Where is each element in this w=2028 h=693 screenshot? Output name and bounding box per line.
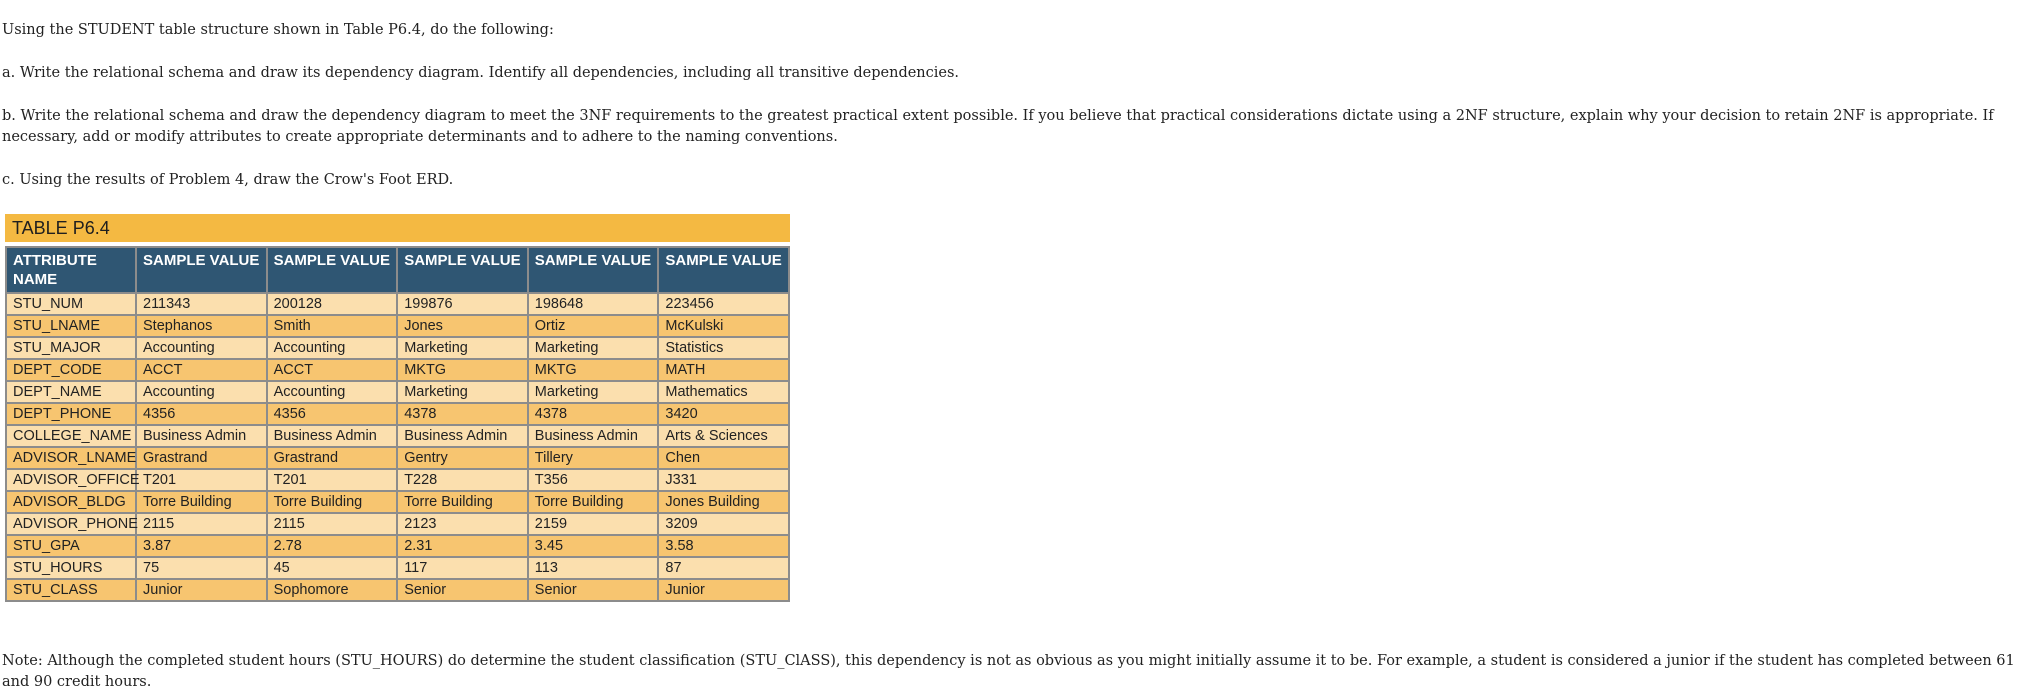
table-header-row	[6, 247, 789, 293]
header-sample-value: SAMPLE VALUE	[528, 247, 659, 293]
sample-value-cell: 45	[267, 557, 398, 579]
table-row	[6, 425, 789, 447]
sample-value-cell: Senior	[528, 579, 659, 601]
sample-value-cell: Accounting	[136, 337, 267, 359]
table-row	[6, 315, 789, 337]
sample-value-cell: 3209	[658, 513, 789, 535]
sample-value-cell: Accounting	[136, 381, 267, 403]
sample-value-cell: 2115	[136, 513, 267, 535]
sample-value-cell: Marketing	[528, 337, 659, 359]
sample-value-cell: MKTG	[397, 359, 528, 381]
table-body	[6, 293, 789, 601]
sample-value-cell: Business Admin	[528, 425, 659, 447]
sample-value-cell: 3.58	[658, 535, 789, 557]
sample-value-cell: Stephanos	[136, 315, 267, 337]
table-row	[6, 293, 789, 315]
sample-value-cell: 3.87	[136, 535, 267, 557]
sample-value-cell: 200128	[267, 293, 398, 315]
instructions-intro: Using the STUDENT table structure shown in Table P6.4, do the following:	[2, 22, 554, 38]
sample-value-cell: Ortiz	[528, 315, 659, 337]
sample-value-cell: Senior	[397, 579, 528, 601]
sample-value-cell: Jones	[397, 315, 528, 337]
table-row	[6, 337, 789, 359]
sample-value-cell: Accounting	[267, 337, 398, 359]
sample-value-cell: 198648	[528, 293, 659, 315]
sample-value-cell: Smith	[267, 315, 398, 337]
sample-value-cell: 3420	[658, 403, 789, 425]
attribute-name-cell: STU_CLASS	[6, 579, 136, 601]
sample-value-cell: Marketing	[528, 381, 659, 403]
sample-value-cell: Grastrand	[267, 447, 398, 469]
table-row	[6, 403, 789, 425]
sample-value-cell: 113	[528, 557, 659, 579]
table-row	[6, 381, 789, 403]
sample-value-cell: ACCT	[136, 359, 267, 381]
header-sample-value: SAMPLE VALUE	[267, 247, 398, 293]
sample-value-cell: Gentry	[397, 447, 528, 469]
sample-value-cell: 2123	[397, 513, 528, 535]
sample-value-cell: 2.31	[397, 535, 528, 557]
attribute-name-cell: COLLEGE_NAME	[6, 425, 136, 447]
sample-value-cell: 4356	[136, 403, 267, 425]
sample-value-cell: Torre Building	[528, 491, 659, 513]
instruction-c: c. Using the results of Problem 4, draw the Crow's Foot ERD.	[2, 172, 454, 188]
note-text: Note: Although the completed student hours (STU_HOURS) do determine the student classification (STU_ClASS), this dependency is not as obvious as you might initially assume it to be. For example, a student is considered a junior if the student has completed between 61 and 90 credit hours.	[2, 653, 2015, 690]
sample-value-cell: Mathematics	[658, 381, 789, 403]
sample-value-cell: Statistics	[658, 337, 789, 359]
sample-value-cell: Grastrand	[136, 447, 267, 469]
sample-value-cell: ACCT	[267, 359, 398, 381]
table-title: TABLE P6.4	[5, 214, 790, 242]
sample-value-cell: T228	[397, 469, 528, 491]
sample-value-cell: Marketing	[397, 381, 528, 403]
attribute-name-cell: STU_NUM	[6, 293, 136, 315]
attribute-name-cell: ADVISOR_PHONE	[6, 513, 136, 535]
table-row	[6, 513, 789, 535]
sample-value-cell: Business Admin	[397, 425, 528, 447]
sample-value-cell: MATH	[658, 359, 789, 381]
sample-value-cell: Accounting	[267, 381, 398, 403]
sample-value-cell: Sophomore	[267, 579, 398, 601]
table-row	[6, 535, 789, 557]
table-row	[6, 447, 789, 469]
header-attribute-name: ATTRIBUTE NAME	[6, 247, 136, 293]
sample-value-cell: 4378	[397, 403, 528, 425]
sample-value-cell: Torre Building	[267, 491, 398, 513]
attribute-name-cell: DEPT_CODE	[6, 359, 136, 381]
sample-value-cell: Business Admin	[267, 425, 398, 447]
sample-value-cell: T201	[136, 469, 267, 491]
sample-value-cell: 117	[397, 557, 528, 579]
sample-value-cell: 3.45	[528, 535, 659, 557]
sample-value-cell: 223456	[658, 293, 789, 315]
sample-value-cell: T201	[267, 469, 398, 491]
sample-value-cell: Torre Building	[397, 491, 528, 513]
attribute-name-cell: STU_LNAME	[6, 315, 136, 337]
sample-value-cell: Junior	[136, 579, 267, 601]
attribute-name-cell: STU_MAJOR	[6, 337, 136, 359]
sample-value-cell: Tillery	[528, 447, 659, 469]
sample-value-cell: 87	[658, 557, 789, 579]
table-row	[6, 359, 789, 381]
attribute-name-cell: DEPT_PHONE	[6, 403, 136, 425]
sample-value-cell: Chen	[658, 447, 789, 469]
sample-value-cell: Arts & Sciences	[658, 425, 789, 447]
sample-value-cell: T356	[528, 469, 659, 491]
instruction-b: b. Write the relational schema and draw the dependency diagram to meet the 3NF requirements to the greatest practical extent possible. If you believe that practical considerations dictate using a 2NF structure, explain why your decision to retain 2NF is appropriate. If necessary, add or modify attributes to create appropriate determinants and to adhere to the naming conventions.	[2, 108, 1994, 145]
attribute-name-cell: STU_GPA	[6, 535, 136, 557]
sample-value-cell: 2159	[528, 513, 659, 535]
attribute-name-cell: DEPT_NAME	[6, 381, 136, 403]
student-table-figure	[5, 214, 790, 602]
sample-value-cell: 4378	[528, 403, 659, 425]
header-sample-value: SAMPLE VALUE	[658, 247, 789, 293]
sample-value-cell: Junior	[658, 579, 789, 601]
table-row	[6, 491, 789, 513]
sample-value-cell: Marketing	[397, 337, 528, 359]
header-sample-value: SAMPLE VALUE	[397, 247, 528, 293]
table-row	[6, 469, 789, 491]
sample-value-cell: 4356	[267, 403, 398, 425]
table-row	[6, 579, 789, 601]
student-table	[5, 246, 790, 602]
sample-value-cell: 199876	[397, 293, 528, 315]
sample-value-cell: Torre Building	[136, 491, 267, 513]
attribute-name-cell: STU_HOURS	[6, 557, 136, 579]
sample-value-cell: Business Admin	[136, 425, 267, 447]
table-row	[6, 557, 789, 579]
sample-value-cell: 211343	[136, 293, 267, 315]
sample-value-cell: J331	[658, 469, 789, 491]
attribute-name-cell: ADVISOR_BLDG	[6, 491, 136, 513]
sample-value-cell: Jones Building	[658, 491, 789, 513]
sample-value-cell: 2115	[267, 513, 398, 535]
sample-value-cell: 2.78	[267, 535, 398, 557]
sample-value-cell: 75	[136, 557, 267, 579]
sample-value-cell: MKTG	[528, 359, 659, 381]
header-sample-value: SAMPLE VALUE	[136, 247, 267, 293]
attribute-name-cell: ADVISOR_LNAME	[6, 447, 136, 469]
sample-value-cell: McKulski	[658, 315, 789, 337]
attribute-name-cell: ADVISOR_OFFICE	[6, 469, 136, 491]
instruction-a: a. Write the relational schema and draw its dependency diagram. Identify all dependencies, including all transitive dependencies.	[2, 65, 960, 81]
